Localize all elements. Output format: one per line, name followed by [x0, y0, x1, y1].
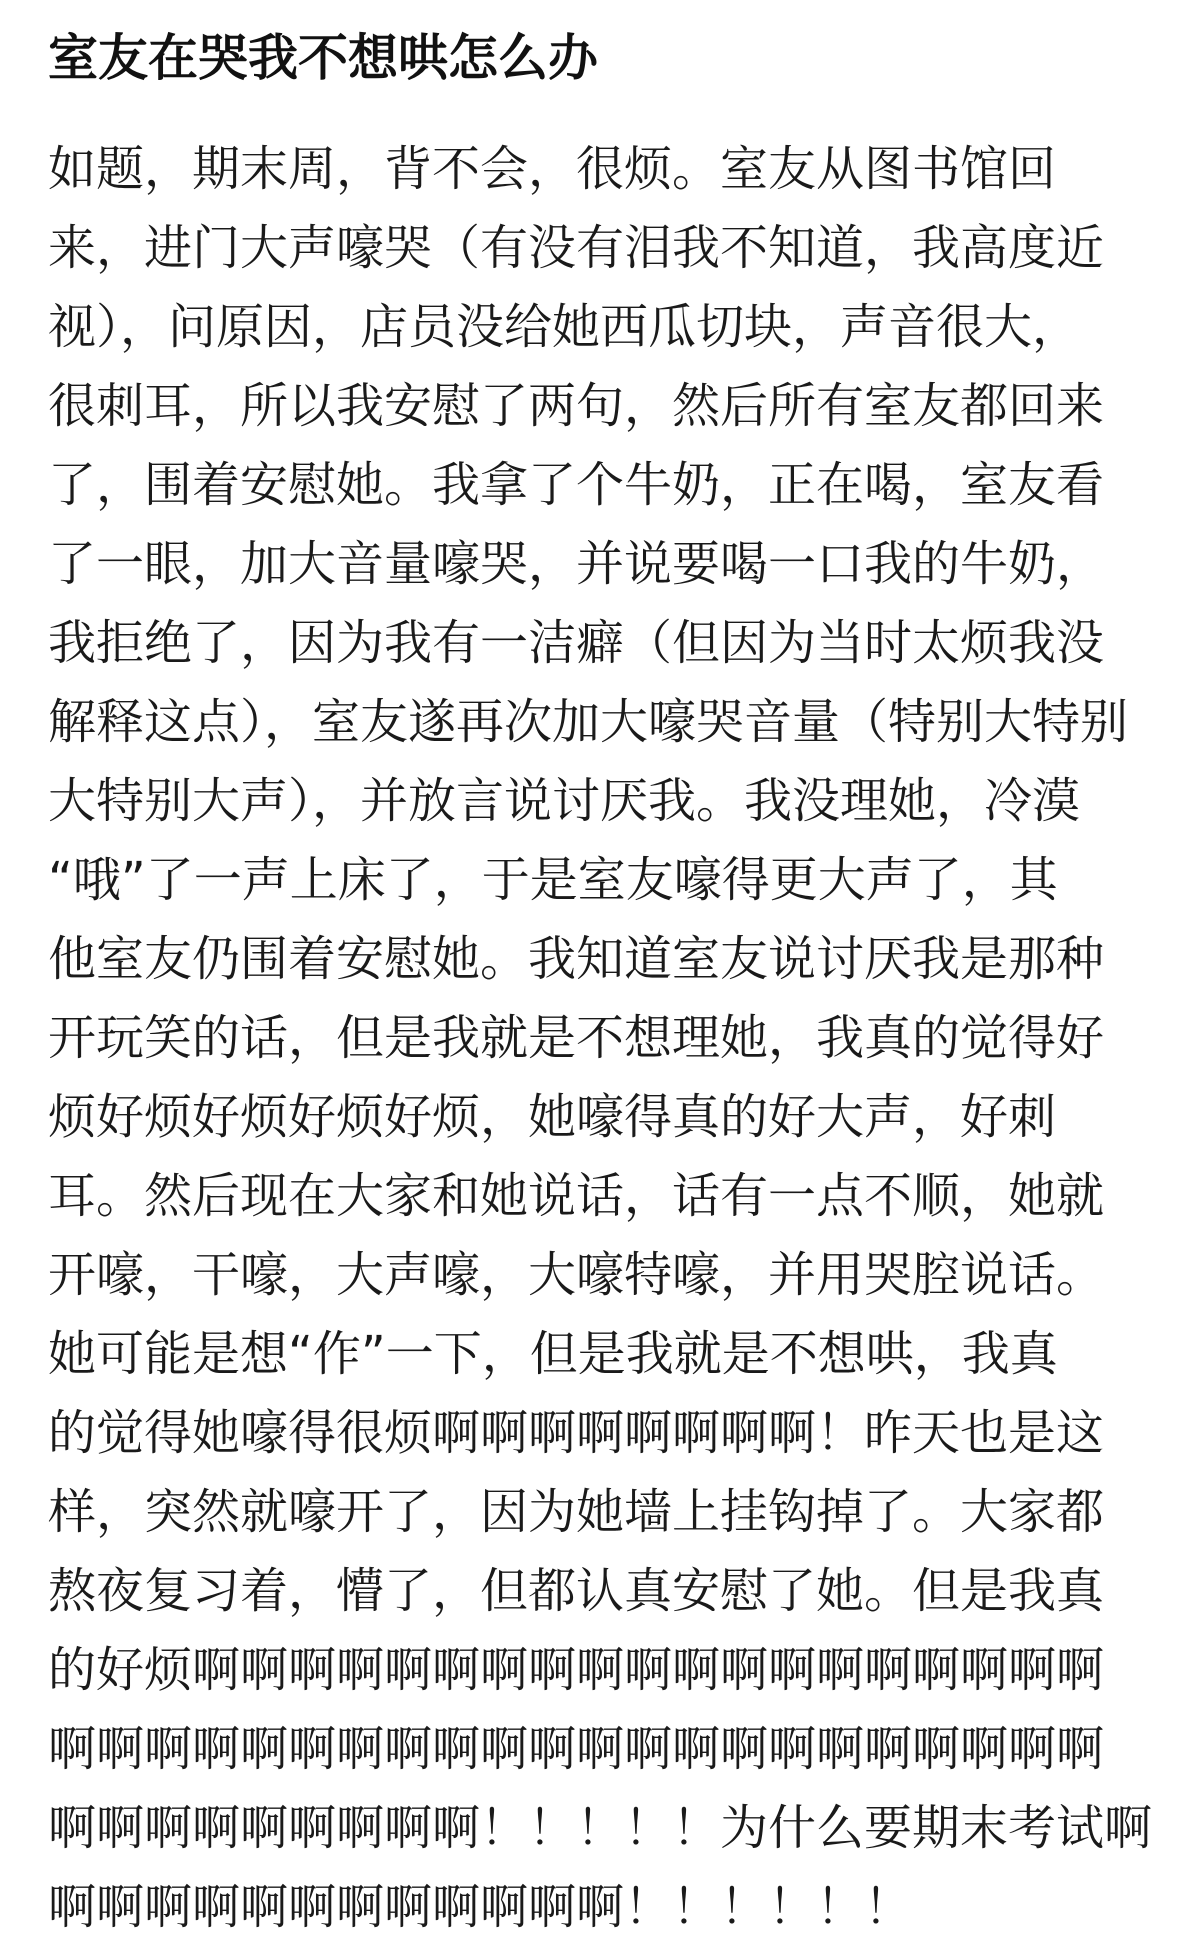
post-body-line: 了，围着安慰她。我拿了个牛奶，正在喝，室友看	[48, 457, 1105, 513]
post-body-line: 样，突然就嚎开了，因为她墙上挂钩掉了。大家都	[48, 1484, 1105, 1540]
post-body-line: 来，进门大声嚎哭（有没有泪我不知道，我高度近	[48, 220, 1105, 276]
post-body-line: 啊啊啊啊啊啊啊啊啊啊啊啊啊啊啊啊啊啊啊啊啊啊	[48, 1721, 1105, 1777]
post-body-line: 他室友仍围着安慰她。我知道室友说讨厌我是那种	[48, 931, 1105, 987]
post-body-line: 解释这点），室友遂再次加大嚎哭音量（特别大特别	[48, 694, 1129, 750]
post-body-line: 很刺耳，所以我安慰了两句，然后所有室友都回来	[48, 378, 1105, 434]
post-body-line: 耳。然后现在大家和她说话，话有一点不顺，她就	[48, 1168, 1105, 1224]
post-body-line: 开嚎，干嚎，大声嚎，大嚎特嚎，并用哭腔说话。	[48, 1247, 1105, 1303]
post-body-line: 的觉得她嚎得很烦啊啊啊啊啊啊啊啊！昨天也是这	[48, 1405, 1105, 1461]
post-body-line: 开玩笑的话，但是我就是不想理她，我真的觉得好	[48, 1010, 1105, 1066]
post-body	[48, 130, 1153, 1947]
post-body-line: 她可能是想“作”一下，但是我就是不想哄，我真	[48, 1326, 1058, 1382]
post-body-line: 啊啊啊啊啊啊啊啊啊啊啊啊！！！！！！	[48, 1879, 913, 1935]
post-body-line: 我拒绝了，因为我有一洁癖（但因为当时太烦我没	[48, 615, 1105, 671]
post-body-line: 烦好烦好烦好烦好烦，她嚎得真的好大声，好刺	[48, 1089, 1057, 1145]
post-body-line: 视），问原因，店员没给她西瓜切块，声音很大，	[48, 299, 1081, 355]
post-body-line: 如题，期末周，背不会，很烦。室友从图书馆回	[48, 141, 1057, 197]
post-body-line: 熬夜复习着，懵了，但都认真安慰了她。但是我真	[48, 1563, 1105, 1619]
post-title: 室友在哭我不想哄怎么办	[48, 29, 598, 87]
post-body-line: 的好烦啊啊啊啊啊啊啊啊啊啊啊啊啊啊啊啊啊啊啊	[48, 1642, 1105, 1698]
post-body-line: 啊啊啊啊啊啊啊啊啊！！！！！为什么要期末考试啊	[48, 1800, 1153, 1856]
post-body-line: “哦”了一声上床了，于是室友嚎得更大声了，其	[48, 852, 1058, 908]
post-body-line: 了一眼，加大音量嚎哭，并说要喝一口我的牛奶，	[48, 536, 1105, 592]
post-body-line: 大特别大声），并放言说讨厌我。我没理她，冷漠	[48, 773, 1081, 829]
